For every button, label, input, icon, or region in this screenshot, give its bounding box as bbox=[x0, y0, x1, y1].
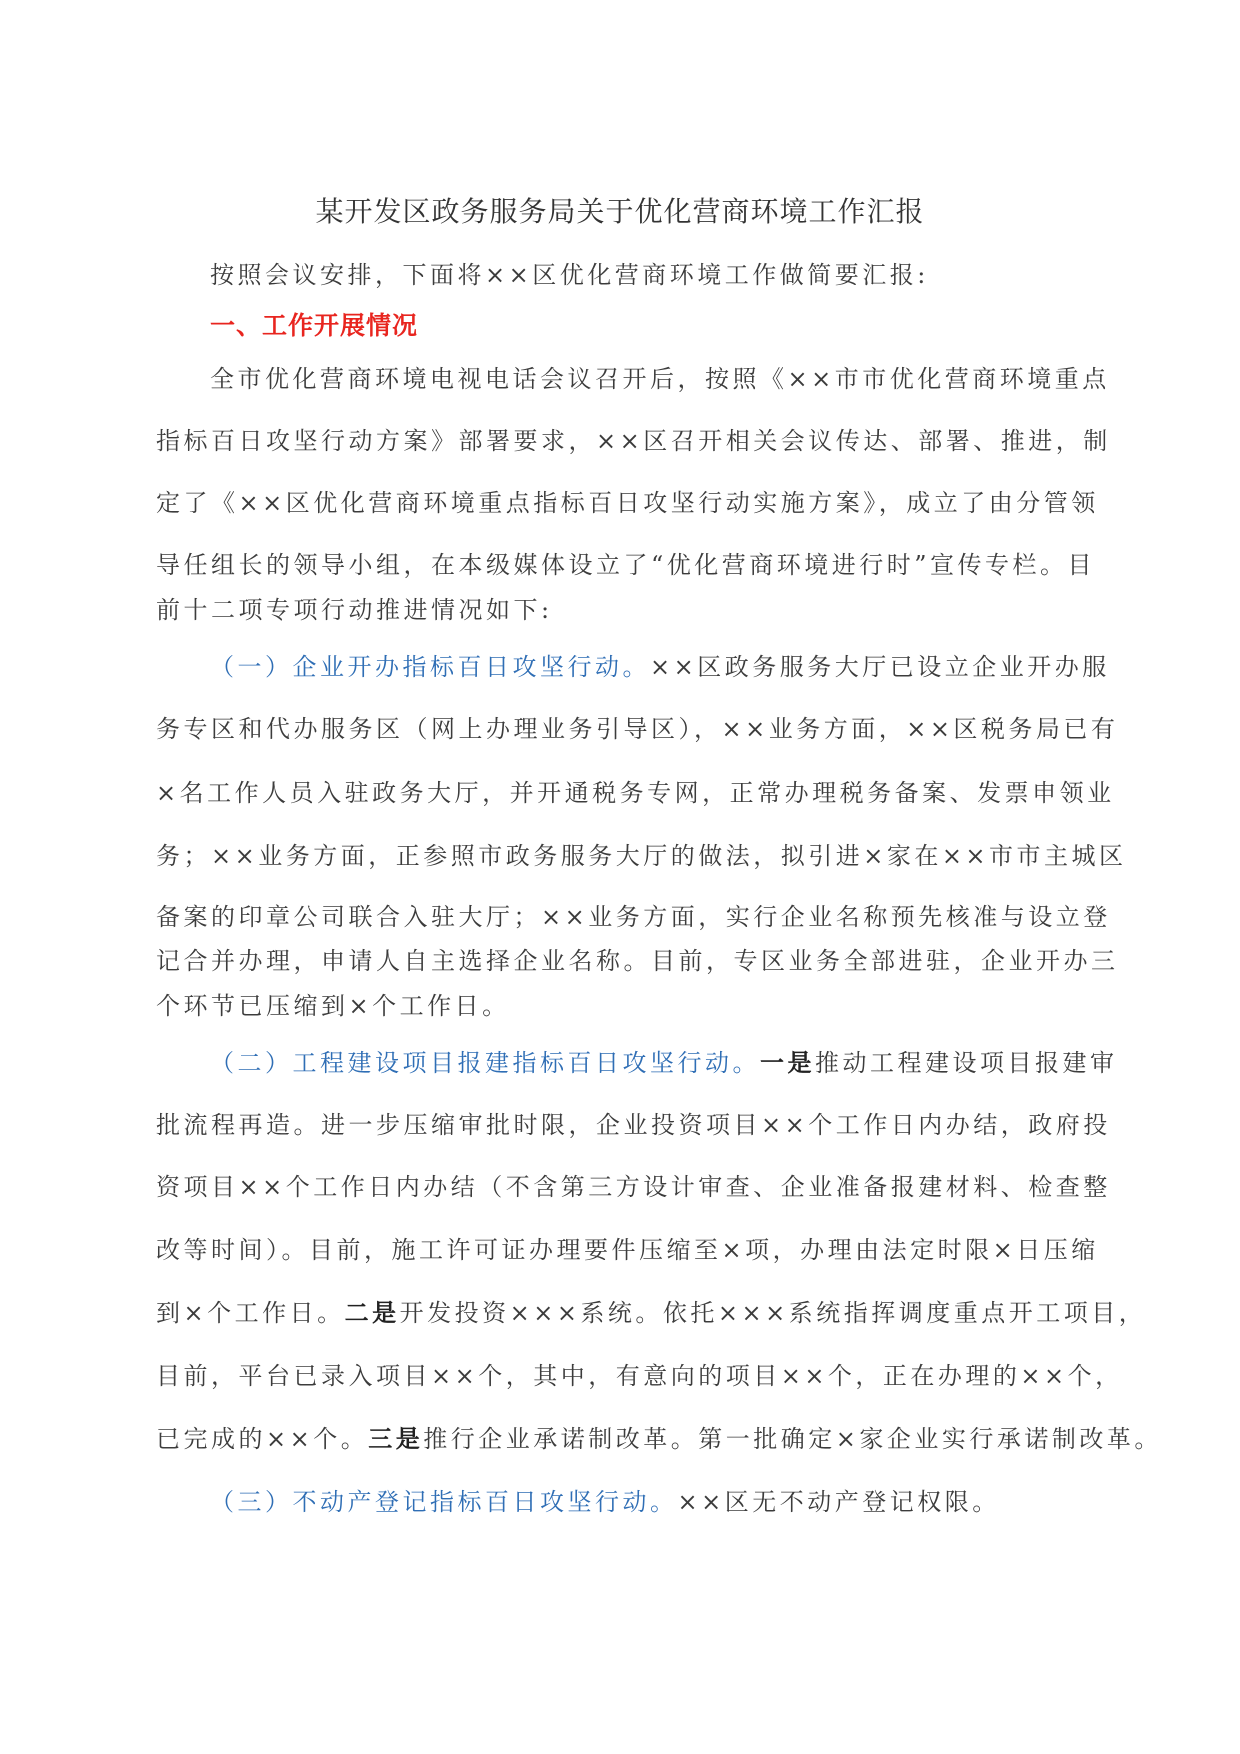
emphasis-text: 二是 bbox=[344, 1298, 400, 1327]
item2-text: 已完成的××个。 bbox=[156, 1425, 369, 1453]
item2-first-line bbox=[210, 1046, 1118, 1080]
paragraph-line: 全市优化营商环境电视电话会议召开后，按照《××市市优化营商环境重点 bbox=[210, 365, 1110, 393]
document-title: 某开发区政务服务局关于优化营商环境工作汇报 bbox=[315, 195, 925, 228]
paragraph-line: ×名工作人员入驻政务大厅，并开通税务专网，正常办理税务备案、发票申领业 bbox=[156, 779, 1115, 807]
item1-text: ××区政务服务大厅已设立企业开办服 bbox=[650, 653, 1110, 681]
item2-text: 到×个工作日。 bbox=[156, 1299, 345, 1327]
section-heading: 一、工作开展情况 bbox=[210, 311, 419, 340]
paragraph-line: 备案的印章公司联合入驻大厅；××业务方面，实行企业名称预先核准与设立登 bbox=[156, 903, 1111, 931]
emphasis-text: 一是 bbox=[760, 1048, 815, 1077]
item2-text: 推动工程建设项目报建审 bbox=[815, 1049, 1118, 1077]
paragraph-line: 批流程再造。进一步压缩审批时限，企业投资项目××个工作日内办结，政府投 bbox=[156, 1111, 1111, 1139]
paragraph-line bbox=[156, 1422, 1162, 1456]
paragraph-line: 记合并办理，申请人自主选择企业名称。目前，专区业务全部进驻，企业开办三 bbox=[156, 947, 1119, 975]
paragraph-line bbox=[156, 1296, 1146, 1330]
paragraph-line: 导任组长的领导小组，在本级媒体设立了“优化营商环境进行时”宣传专栏。目 bbox=[156, 551, 1096, 579]
item2-heading: （二）工程建设项目报建指标百日攻坚行动。 bbox=[210, 1049, 760, 1077]
item3-line bbox=[210, 1485, 1000, 1519]
paragraph-line: 务专区和代办服务区（网上办理业务引导区），××业务方面，××区税务局已有 bbox=[156, 715, 1119, 743]
paragraph-line: 前十二项专项行动推进情况如下: bbox=[156, 596, 553, 624]
item2-text: 推行企业承诺制改革。第一批确定×家企业实行承诺制改革。 bbox=[423, 1425, 1162, 1453]
item3-heading: （三）不动产登记指标百日攻坚行动。 bbox=[210, 1488, 678, 1516]
paragraph-line: 改等时间）。目前，施工许可证办理要件压缩至×项，办理由法定时限×日压缩 bbox=[156, 1236, 1099, 1264]
paragraph-line: 定了《××区优化营商环境重点指标百日攻坚行动实施方案》，成立了由分管领 bbox=[156, 489, 1099, 517]
emphasis-text: 三是 bbox=[368, 1424, 424, 1453]
item2-text: 开发投资×××系统。依托×××系统指挥调度重点开工项目， bbox=[399, 1299, 1147, 1327]
item1-first-line bbox=[210, 650, 1110, 684]
item1-heading: （一）企业开办指标百日攻坚行动。 bbox=[210, 653, 650, 681]
paragraph-line: 务；××业务方面，正参照市政务服务大厅的做法，拟引进×家在××市市主城区 bbox=[156, 842, 1127, 870]
paragraph-line: 指标百日攻坚行动方案》部署要求，××区召开相关会议传达、部署、推进，制 bbox=[156, 427, 1111, 455]
item3-text: ××区无不动产登记权限。 bbox=[677, 1488, 1000, 1516]
paragraph-line: 资项目××个工作日内办结（不含第三方设计审查、企业准备报建材料、检查整 bbox=[156, 1173, 1111, 1201]
paragraph-line: 目前，平台已录入项目××个，其中，有意向的项目××个，正在办理的××个， bbox=[156, 1362, 1123, 1390]
paragraph-line: 个环节已压缩到×个工作日。 bbox=[156, 992, 510, 1020]
intro-paragraph: 按照会议安排，下面将××区优化营商环境工作做简要汇报: bbox=[210, 261, 929, 289]
